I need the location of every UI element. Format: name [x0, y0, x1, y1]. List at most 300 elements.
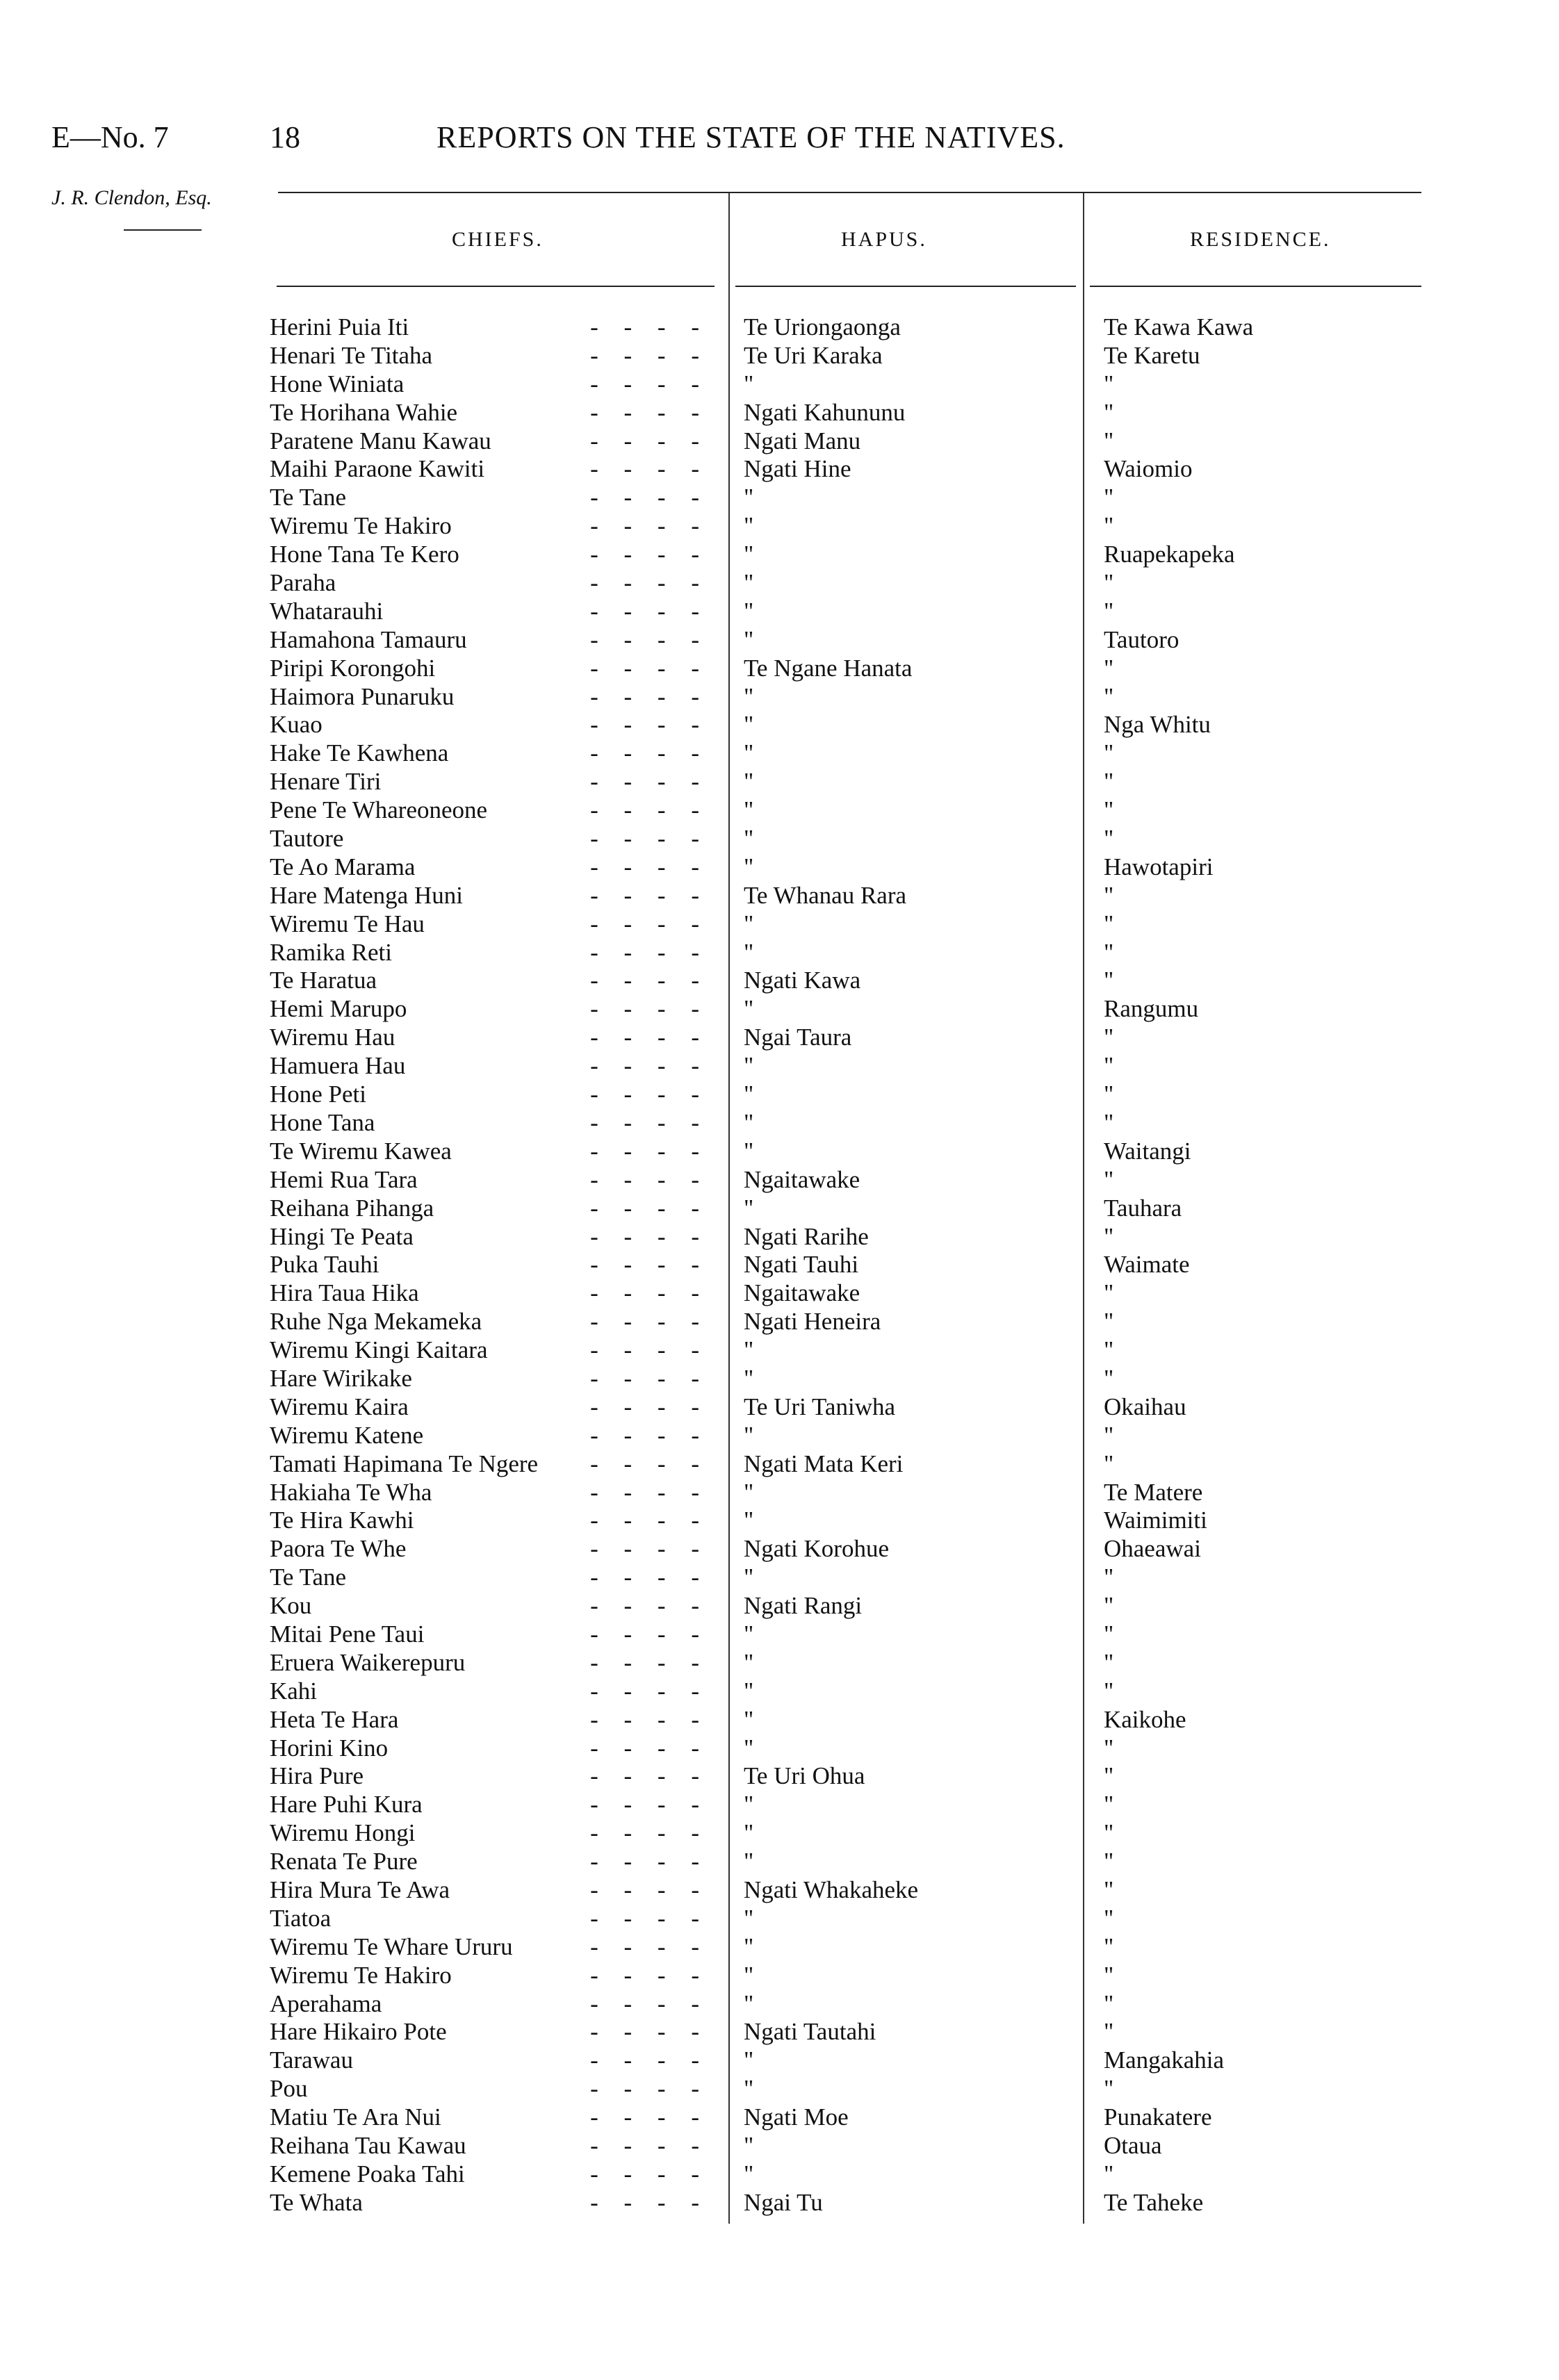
- residence-name: ": [1104, 1450, 1114, 1477]
- leader-dashes: - - - -: [590, 341, 709, 369]
- leader-dashes: - - - -: [590, 1734, 709, 1762]
- table-row: [0, 2046, 1559, 2075]
- leader-dashes: - - - -: [590, 2188, 709, 2216]
- residence-name: Te Karetu: [1104, 341, 1200, 369]
- table-row: [0, 399, 1559, 427]
- hapu-name: ": [744, 768, 754, 796]
- table-row: [0, 1734, 1559, 1763]
- residence-name: ": [1104, 825, 1114, 853]
- leader-dashes: - - - -: [590, 1876, 709, 1903]
- table-row: [0, 1677, 1559, 1706]
- table-row: [0, 1762, 1559, 1791]
- residence-name: Waimate: [1104, 1251, 1190, 1279]
- table-row: [0, 1620, 1559, 1649]
- chief-name: Pou: [270, 2075, 308, 2103]
- residence-name: ": [1104, 938, 1114, 966]
- chief-name: Henare Tiri: [270, 768, 382, 796]
- table-row: [0, 1166, 1559, 1195]
- hapu-name: ": [744, 1848, 754, 1876]
- table-row: [0, 1933, 1559, 1962]
- table-row: [0, 1848, 1559, 1876]
- chief-name: Paraha: [270, 569, 336, 597]
- table-row: [0, 626, 1559, 655]
- residence-name: ": [1104, 370, 1114, 397]
- residence-name: ": [1104, 569, 1114, 597]
- hapu-name: ": [744, 1989, 754, 2017]
- hapu-name: ": [744, 995, 754, 1023]
- leader-dashes: - - - -: [590, 541, 709, 568]
- residence-name: Kaikohe: [1104, 1705, 1186, 1733]
- residence-name: ": [1104, 1620, 1114, 1648]
- residence-name: Waimimiti: [1104, 1507, 1207, 1534]
- hapu-name: ": [744, 1932, 754, 1960]
- leader-dashes: - - - -: [590, 1961, 709, 1989]
- hapu-name: ": [744, 796, 754, 824]
- hapu-name: ": [744, 1081, 754, 1108]
- chief-name: Horini Kino: [270, 1734, 389, 1762]
- chief-name: Renata Te Pure: [270, 1848, 418, 1876]
- table-row: [0, 825, 1559, 853]
- table-row: [0, 1990, 1559, 2019]
- leader-dashes: - - - -: [590, 1251, 709, 1279]
- leader-dashes: - - - -: [590, 2103, 709, 2131]
- residence-name: Okaihau: [1104, 1393, 1186, 1420]
- leader-dashes: - - - -: [590, 625, 709, 653]
- hapu-name: ": [744, 682, 754, 710]
- table-row: [0, 655, 1559, 683]
- chief-name: Wiremu Hongi: [270, 1819, 416, 1847]
- table-row: [0, 1336, 1559, 1365]
- chief-name: Henari Te Titaha: [270, 341, 433, 369]
- leader-dashes: - - - -: [590, 1421, 709, 1449]
- chief-name: Ramika Reti: [270, 938, 392, 966]
- leader-dashes: - - - -: [590, 1791, 709, 1819]
- table-row: [0, 1592, 1559, 1620]
- residence-name: ": [1104, 1648, 1114, 1676]
- hapu-name: ": [744, 1734, 754, 1762]
- table-row: [0, 541, 1559, 569]
- chief-name: Paratene Manu Kawau: [270, 427, 491, 454]
- leader-dashes: - - - -: [590, 682, 709, 710]
- chief-name: Wiremu Kaira: [270, 1393, 409, 1420]
- header-rule-hapus: [735, 286, 1076, 287]
- leader-dashes: - - - -: [590, 853, 709, 880]
- table-row: [0, 1223, 1559, 1251]
- document-code: E—No. 7: [51, 120, 169, 154]
- leader-dashes: - - - -: [590, 1024, 709, 1051]
- leader-dashes: - - - -: [590, 569, 709, 597]
- leader-dashes: - - - -: [590, 1052, 709, 1080]
- residence-name: ": [1104, 1421, 1114, 1449]
- table-row: [0, 683, 1559, 712]
- leader-dashes: - - - -: [590, 967, 709, 994]
- chief-name: Wiremu Katene: [270, 1421, 424, 1449]
- residence-name: ": [1104, 1961, 1114, 1989]
- chief-name: Matiu Te Ara Nui: [270, 2103, 441, 2131]
- residence-name: ": [1104, 1222, 1114, 1250]
- residence-name: ": [1104, 1932, 1114, 1960]
- table-row: [0, 1564, 1559, 1592]
- leader-dashes: - - - -: [590, 2018, 709, 2046]
- leader-dashes: - - - -: [590, 768, 709, 796]
- chief-name: Pene Te Whareoneone: [270, 796, 488, 824]
- chief-name: Reihana Tau Kawau: [270, 2132, 466, 2159]
- residence-name: ": [1104, 1819, 1114, 1847]
- leader-dashes: - - - -: [590, 1932, 709, 1960]
- hapu-name: ": [744, 2046, 754, 2074]
- hapu-name: ": [744, 597, 754, 625]
- table-row: [0, 1450, 1559, 1479]
- residence-name: ": [1104, 512, 1114, 540]
- author-note-rule: [124, 229, 202, 231]
- table-row: [0, 1052, 1559, 1081]
- residence-name: Waiomio: [1104, 455, 1193, 483]
- leader-dashes: - - - -: [590, 739, 709, 767]
- residence-name: Ohaeawai: [1104, 1535, 1201, 1563]
- chief-name: Hingi Te Peata: [270, 1222, 414, 1250]
- chief-name: Wiremu Te Hakiro: [270, 512, 452, 540]
- chief-name: Hake Te Kawhena: [270, 739, 449, 767]
- residence-name: ": [1104, 1876, 1114, 1903]
- hapu-name: Te Uri Ohua: [744, 1762, 865, 1790]
- leader-dashes: - - - -: [590, 796, 709, 824]
- leader-dashes: - - - -: [590, 1336, 709, 1364]
- chief-name: Hare Matenga Huni: [270, 881, 463, 909]
- table-row: [0, 455, 1559, 484]
- residence-name: ": [1104, 796, 1114, 824]
- leader-dashes: - - - -: [590, 1848, 709, 1876]
- leader-dashes: - - - -: [590, 597, 709, 625]
- residence-name: ": [1104, 881, 1114, 909]
- chief-name: Reihana Pihanga: [270, 1194, 434, 1222]
- table-row: [0, 939, 1559, 967]
- leader-dashes: - - - -: [590, 427, 709, 454]
- hapu-name: ": [744, 1620, 754, 1648]
- residence-name: Te Kawa Kawa: [1104, 313, 1254, 340]
- hapu-name: Ngaitawake: [744, 1279, 860, 1307]
- chief-name: Hare Wirikake: [270, 1364, 412, 1392]
- table-row: [0, 2103, 1559, 2132]
- table-row: [0, 1649, 1559, 1677]
- leader-dashes: - - - -: [590, 1393, 709, 1420]
- table-row: [0, 370, 1559, 399]
- table-row: [0, 1905, 1559, 1933]
- table-row: [0, 1138, 1559, 1166]
- leader-dashes: - - - -: [590, 1137, 709, 1165]
- hapu-name: Te Uri Taniwha: [744, 1393, 895, 1420]
- hapu-name: ": [744, 1564, 754, 1591]
- hapu-name: ": [744, 711, 754, 739]
- hapu-name: Ngati Rarihe: [744, 1222, 869, 1250]
- residence-name: Te Taheke: [1104, 2188, 1204, 2216]
- hapu-name: ": [744, 1194, 754, 1222]
- leader-dashes: - - - -: [590, 2046, 709, 2074]
- residence-name: ": [1104, 484, 1114, 511]
- table-row: [0, 484, 1559, 512]
- leader-dashes: - - - -: [590, 1507, 709, 1534]
- hapu-name: Te Uriongaonga: [744, 313, 901, 340]
- chief-name: Hamuera Hau: [270, 1052, 406, 1080]
- table-row: [0, 967, 1559, 995]
- hapu-name: Ngati Kahununu: [744, 398, 906, 426]
- chief-name: Whatarauhi: [270, 597, 384, 625]
- table-row: [0, 1081, 1559, 1109]
- chief-name: Tautore: [270, 825, 344, 853]
- chief-name: Hone Peti: [270, 1081, 367, 1108]
- chief-name: Ruhe Nga Mekameka: [270, 1308, 482, 1336]
- hapu-name: ": [744, 1648, 754, 1676]
- residence-name: ": [1104, 2160, 1114, 2188]
- chief-name: Te Horihana Wahie: [270, 398, 458, 426]
- residence-name: ": [1104, 1336, 1114, 1364]
- residence-name: ": [1104, 1024, 1114, 1051]
- chief-name: Tamati Hapimana Te Ngere: [270, 1450, 539, 1477]
- chief-name: Hare Hikairo Pote: [270, 2018, 447, 2046]
- table-row: [0, 1308, 1559, 1336]
- leader-dashes: - - - -: [590, 1648, 709, 1676]
- hapu-name: ": [744, 739, 754, 767]
- chief-name: Mitai Pene Taui: [270, 1620, 425, 1648]
- leader-dashes: - - - -: [590, 1108, 709, 1136]
- hapu-name: Ngati Kawa: [744, 967, 861, 994]
- table-row: [0, 2132, 1559, 2160]
- leader-dashes: - - - -: [590, 455, 709, 483]
- hapu-name: ": [744, 1819, 754, 1847]
- residence-name: Rangumu: [1104, 995, 1199, 1023]
- hapu-name: Ngati Korohue: [744, 1535, 889, 1563]
- residence-name: ": [1104, 739, 1114, 767]
- hapu-name: ": [744, 569, 754, 597]
- residence-name: Nga Whitu: [1104, 711, 1211, 739]
- hapu-name: ": [744, 1705, 754, 1733]
- table-row: [0, 768, 1559, 796]
- hapu-name: Ngati Hine: [744, 455, 851, 483]
- leader-dashes: - - - -: [590, 1904, 709, 1932]
- residence-name: ": [1104, 1165, 1114, 1193]
- leader-dashes: - - - -: [590, 881, 709, 909]
- hapu-name: ": [744, 484, 754, 511]
- table-row: [0, 1393, 1559, 1422]
- residence-name: ": [1104, 1308, 1114, 1336]
- leader-dashes: - - - -: [590, 1819, 709, 1847]
- table-row: [0, 1109, 1559, 1138]
- leader-dashes: - - - -: [590, 512, 709, 540]
- hapu-name: Ngati Manu: [744, 427, 861, 454]
- leader-dashes: - - - -: [590, 995, 709, 1023]
- table-row: [0, 2160, 1559, 2189]
- table-row: [0, 569, 1559, 598]
- leader-dashes: - - - -: [590, 1705, 709, 1733]
- table-top-rule: [278, 192, 1421, 193]
- hapu-name: ": [744, 2132, 754, 2159]
- residence-name: Mangakahia: [1104, 2046, 1224, 2074]
- author-note: J. R. Clendon, Esq.: [51, 186, 212, 209]
- table-row: [0, 1507, 1559, 1535]
- chief-name: Wiremu Te Whare Ururu: [270, 1932, 513, 1960]
- residence-name: ": [1104, 1904, 1114, 1932]
- chief-name: Hamahona Tamauru: [270, 625, 467, 653]
- residence-name: ": [1104, 597, 1114, 625]
- leader-dashes: - - - -: [590, 1081, 709, 1108]
- header-rule-chiefs: [277, 286, 715, 287]
- chief-name: Wiremu Te Hau: [270, 910, 425, 937]
- chief-name: Piripi Korongohi: [270, 654, 436, 682]
- table-row: [0, 1422, 1559, 1450]
- column-header-residence: RESIDENCE.: [1190, 228, 1331, 251]
- table-row: [0, 1535, 1559, 1564]
- table-row: [0, 1876, 1559, 1905]
- residence-name: ": [1104, 1677, 1114, 1705]
- hapu-name: Ngati Moe: [744, 2103, 849, 2131]
- residence-name: Waitangi: [1104, 1137, 1191, 1165]
- residence-name: Te Matere: [1104, 1478, 1203, 1506]
- residence-name: Ruapekapeka: [1104, 541, 1235, 568]
- leader-dashes: - - - -: [590, 825, 709, 853]
- leader-dashes: - - - -: [590, 370, 709, 397]
- residence-name: Hawotapiri: [1104, 853, 1214, 880]
- hapu-name: ": [744, 1052, 754, 1080]
- leader-dashes: - - - -: [590, 1762, 709, 1790]
- chief-name: Hemi Marupo: [270, 995, 407, 1023]
- leader-dashes: - - - -: [590, 1592, 709, 1620]
- chief-name: Kemene Poaka Tahi: [270, 2160, 465, 2188]
- residence-name: ": [1104, 1848, 1114, 1876]
- chief-name: Maihi Paraone Kawiti: [270, 455, 485, 483]
- table-row: [0, 739, 1559, 768]
- leader-dashes: - - - -: [590, 2075, 709, 2103]
- chief-name: Wiremu Hau: [270, 1024, 395, 1051]
- chief-name: Hone Winiata: [270, 370, 405, 397]
- residence-name: Punakatere: [1104, 2103, 1212, 2131]
- table-row: [0, 1365, 1559, 1393]
- page-header: [0, 120, 1559, 161]
- hapu-name: ": [744, 1507, 754, 1534]
- table-row: [0, 427, 1559, 456]
- hapu-name: Ngati Heneira: [744, 1308, 881, 1336]
- chief-name: Hemi Rua Tara: [270, 1165, 418, 1193]
- table-row: [0, 342, 1559, 370]
- residence-name: ": [1104, 1592, 1114, 1620]
- hapu-name: Te Ngane Hanata: [744, 654, 913, 682]
- table-row: [0, 1819, 1559, 1848]
- chief-name: Puka Tauhi: [270, 1251, 379, 1279]
- leader-dashes: - - - -: [590, 313, 709, 340]
- chief-name: Te Haratua: [270, 967, 377, 994]
- header-rule-residence: [1090, 286, 1421, 287]
- chief-name: Hira Taua Hika: [270, 1279, 419, 1307]
- leader-dashes: - - - -: [590, 2132, 709, 2159]
- residence-name: ": [1104, 1564, 1114, 1591]
- chief-name: Te Wiremu Kawea: [270, 1137, 452, 1165]
- hapu-name: ": [744, 2160, 754, 2188]
- hapu-name: ": [744, 1137, 754, 1165]
- chief-name: Aperahama: [270, 1989, 382, 2017]
- leader-dashes: - - - -: [590, 1478, 709, 1506]
- residence-name: ": [1104, 427, 1114, 454]
- table-row: [0, 1479, 1559, 1507]
- residence-name: ": [1104, 1364, 1114, 1392]
- chief-name: Hira Pure: [270, 1762, 364, 1790]
- hapu-name: ": [744, 853, 754, 880]
- leader-dashes: - - - -: [590, 654, 709, 682]
- leader-dashes: - - - -: [590, 1450, 709, 1477]
- chief-name: Tarawau: [270, 2046, 353, 2074]
- chief-name: Hira Mura Te Awa: [270, 1876, 450, 1903]
- chief-name: Te Tane: [270, 484, 347, 511]
- column-header-chiefs: CHIEFS.: [452, 228, 544, 251]
- chief-name: Te Ao Marama: [270, 853, 416, 880]
- hapu-name: Ngai Tu: [744, 2188, 823, 2216]
- hapu-name: ": [744, 1336, 754, 1364]
- chief-name: Te Hira Kawhi: [270, 1507, 414, 1534]
- leader-dashes: - - - -: [590, 1165, 709, 1193]
- leader-dashes: - - - -: [590, 1194, 709, 1222]
- table-row: [0, 2189, 1559, 2217]
- table-row: [0, 796, 1559, 825]
- leader-dashes: - - - -: [590, 910, 709, 937]
- leader-dashes: - - - -: [590, 398, 709, 426]
- chief-name: Hone Tana: [270, 1108, 375, 1136]
- residence-name: ": [1104, 910, 1114, 937]
- leader-dashes: - - - -: [590, 1279, 709, 1307]
- table-row: [0, 1706, 1559, 1734]
- table-row: [0, 711, 1559, 739]
- leader-dashes: - - - -: [590, 484, 709, 511]
- hapu-name: Ngai Taura: [744, 1024, 852, 1051]
- hapu-name: Ngati Tautahi: [744, 2018, 876, 2046]
- residence-name: ": [1104, 1108, 1114, 1136]
- chief-name: Heta Te Hara: [270, 1705, 399, 1733]
- hapu-name: Ngaitawake: [744, 1165, 860, 1193]
- hapu-name: ": [744, 512, 754, 540]
- hapu-name: Te Uri Karaka: [744, 341, 883, 369]
- table-row: [0, 910, 1559, 939]
- residence-name: ": [1104, 1791, 1114, 1819]
- chiefs-table-body: [0, 313, 1559, 2217]
- hapu-name: ": [744, 1108, 754, 1136]
- hapu-name: ": [744, 1677, 754, 1705]
- hapu-name: ": [744, 910, 754, 937]
- table-row: [0, 313, 1559, 342]
- hapu-name: ": [744, 541, 754, 568]
- residence-name: ": [1104, 654, 1114, 682]
- hapu-name: ": [744, 1421, 754, 1449]
- table-row: [0, 853, 1559, 882]
- hapu-name: ": [744, 2075, 754, 2103]
- chief-name: Kou: [270, 1592, 312, 1620]
- leader-dashes: - - - -: [590, 1308, 709, 1336]
- residence-name: ": [1104, 2018, 1114, 2046]
- leader-dashes: - - - -: [590, 1535, 709, 1563]
- residence-name: ": [1104, 1762, 1114, 1790]
- hapu-name: ": [744, 825, 754, 853]
- residence-name: ": [1104, 682, 1114, 710]
- chief-name: Hone Tana Te Kero: [270, 541, 459, 568]
- chief-name: Eruera Waikerepuru: [270, 1648, 466, 1676]
- table-row: [0, 598, 1559, 626]
- chief-name: Herini Puia Iti: [270, 313, 409, 340]
- chief-name: Kuao: [270, 711, 323, 739]
- table-row: [0, 1251, 1559, 1279]
- residence-name: ": [1104, 1081, 1114, 1108]
- page-number: 18: [270, 120, 300, 154]
- hapu-name: ": [744, 1961, 754, 1989]
- table-row: [0, 1962, 1559, 1990]
- leader-dashes: - - - -: [590, 1364, 709, 1392]
- leader-dashes: - - - -: [590, 2160, 709, 2188]
- hapu-name: ": [744, 1904, 754, 1932]
- table-row: [0, 2018, 1559, 2046]
